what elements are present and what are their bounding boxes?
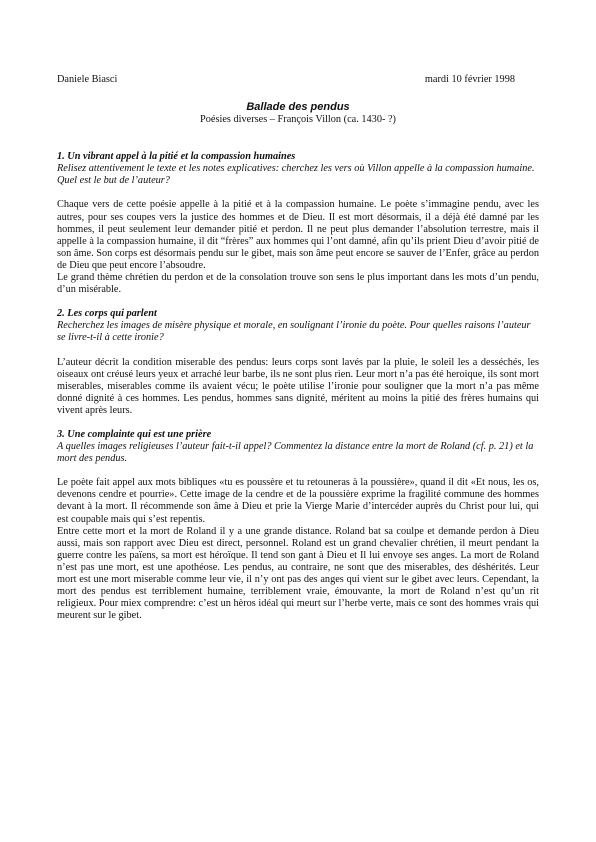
section-body	[57, 199, 539, 296]
section-heading: 1. Un vibrant appel à la pitié et la compassion humaines	[57, 151, 296, 163]
paragraph: Le poète fait appel aux mots bibliques «tu es poussère et tu retouneras à la poussière», quand il dit «Et nous, les os, devenons cendre et pourrie». Cette image de la cendre et de la poussière exprime la fragilité commune des hommes devant à la mort. Il récommende son âme à Dieu et prie la Vierge Marie d’intercéder auprès du Christ pour lui, qui est coupable mais qui s’est repentis.	[57, 477, 539, 525]
paragraph: Entre cette mort et la mort de Roland il y a une grande distance. Roland bat sa coulpe et demande perdon à Dieu aussi, mais son rapport avec Dieu est direct, personnel. Roland est un grand chevalier chrétien, il meurt pendant la guerre contre les païens, sa mort est héroïque. Il tend son gant à Dieu et Il lui envoye ses anges. La mort de Roland n’est pas une mort, est une apothéose. Les pendus, au contraire, ne sont que des miserables, des déshérités. Leur mort est une mort miserable comme leur vie, il n’y ont pas des anges qui vient sur le gibet avec leurs. Cependant, la mort des pendus est terriblement humaine, terriblement vraie, émouvante, la mort de Roland n’est qu’un rit religieux. Pour miex comprendre: c’est un hèros idéal qui meurt sur l’herbe verte, mais ce sont des hommes vrais qui meurent sur le gibet.	[57, 525, 539, 622]
section-2	[57, 308, 539, 417]
paragraph: Le grand thème chrétien du perdon et de la consolation trouve son sens le plus important dans les mots d’un pendu, d’un misérable.	[57, 272, 539, 296]
section-heading: 3. Une complainte qui est une prière	[57, 428, 212, 440]
author-name: Daniele Biasci	[57, 74, 118, 85]
section-body	[57, 477, 539, 622]
section-body	[57, 357, 539, 417]
document-page	[57, 62, 539, 622]
section-1	[57, 151, 539, 296]
section-question: Recherchez les images de misère physique et morale, en soulignant l’ironie du poète. Pour quelles raisons l’auteur se livre-t-il à cette ironie?	[57, 320, 531, 344]
section-question: A quelles images religieuses l’auteur fait-t-il appel? Commentez la distance entre la mort de Roland (cf. p. 21) et la mort des pendus.	[57, 441, 534, 465]
section-heading: 2. Les corps qui parlent	[57, 308, 157, 320]
document-header	[57, 74, 539, 86]
document-subtitle: Poésies diverses – François Villon (ca. 1430- ?)	[200, 114, 396, 126]
document-date: mardi 10 février 1998	[424, 74, 515, 85]
section-3	[57, 429, 539, 622]
paragraph: L’auteur décrit la condition miserable des pendus: leurs corps sont lavés par la pluie, le soleil les a desséchés, les oiseaux ont créusé leurs yeux et arraché leur barbe, ils ne sont plus rien. Leur mort n’a pas été heroique, ils sont mort miserables, miserables comme ils avaient vécu; le poète utilise l’ironie pour souligner que la mort n’a pas même donné dignité à ces hommes. Les pendus, hommes sans dignité, méritent au moins la pitié des frères humains qui vivent après leurs.	[57, 356, 539, 416]
document-title: Ballade des pendus	[246, 101, 350, 114]
paragraph: Chaque vers de cette poésie appelle à la pitié et à la compassion humaine. Le poète s’immagine pendu, avec les autres, pour ses coupes vers la justice des hommes et de Dieu. Il est mort désormais, il a déjà été damné par les hommes, il peut seulement leur demander pitié et perdon. Il ne peut plus demander l’absolution terrestre, mais il appelle à la compassion humaine, il dit “frères” aux hommes qui l’ont damné, afin qu’ils prient Dieu d’avoir pitié de son âme. Son corps est désormais pendu sur le gibet, mais son âme peut encore se sauver de l’Enfer, grâce au perdon de Dieu que peut encore l’absoudre.	[57, 199, 539, 271]
section-question: Relisez attentivement le texte et les notes explicatives: cherchez les vers où Villon appelle à la compassion humaine. Quel est le but de l’auteur?	[57, 163, 535, 187]
